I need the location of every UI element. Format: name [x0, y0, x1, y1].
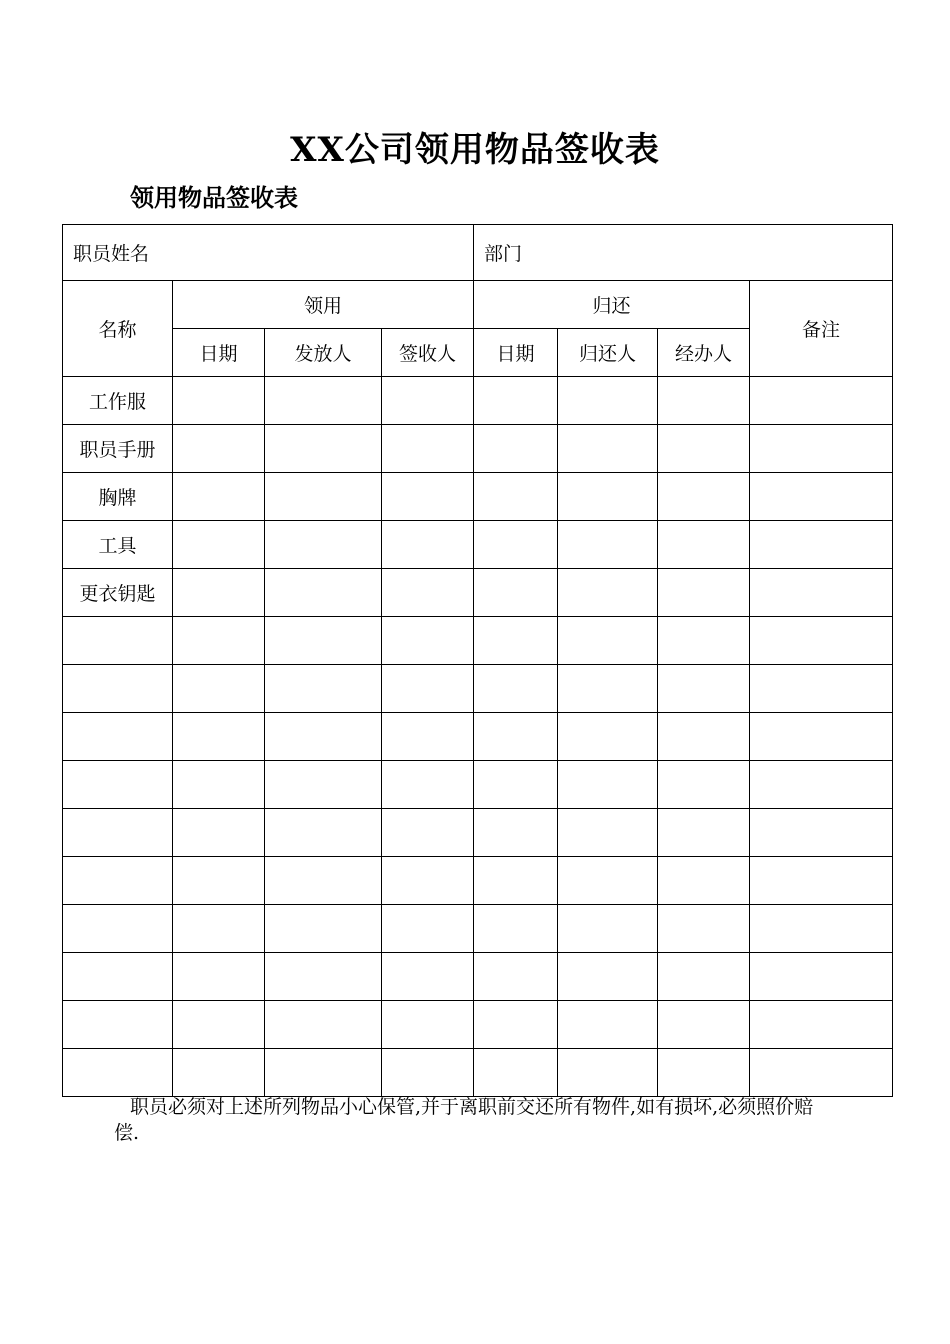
receive-date-cell[interactable]: [173, 905, 265, 953]
handler-cell[interactable]: [658, 761, 750, 809]
table-row: [63, 905, 893, 953]
table-row: [63, 473, 893, 521]
header-receive-date: 日期: [173, 329, 265, 377]
issuer-cell[interactable]: [265, 617, 382, 665]
item-name-cell: [63, 857, 173, 905]
returner-cell[interactable]: [558, 713, 658, 761]
return-date-cell[interactable]: [474, 857, 558, 905]
return-date-cell[interactable]: [474, 521, 558, 569]
returner-cell[interactable]: [558, 953, 658, 1001]
return-date-cell[interactable]: [474, 377, 558, 425]
receive-date-cell[interactable]: [173, 473, 265, 521]
remarks-cell[interactable]: [750, 569, 893, 617]
remarks-cell[interactable]: [750, 617, 893, 665]
item-rows: [63, 377, 893, 1097]
issuer-cell[interactable]: [265, 473, 382, 521]
header-return-group: 归还: [474, 281, 750, 329]
return-date-cell[interactable]: [474, 1049, 558, 1097]
employee-name-label: 职员姓名: [73, 243, 150, 265]
return-date-cell[interactable]: [474, 1001, 558, 1049]
returner-cell[interactable]: [558, 377, 658, 425]
handler-cell[interactable]: [658, 665, 750, 713]
remarks-cell[interactable]: [750, 473, 893, 521]
returner-cell[interactable]: [558, 425, 658, 473]
table-row: [63, 377, 893, 425]
header-receive-group: 领用: [173, 281, 474, 329]
handler-cell[interactable]: [658, 377, 750, 425]
return-date-cell[interactable]: [474, 569, 558, 617]
issuer-cell[interactable]: [265, 713, 382, 761]
signer-cell[interactable]: [382, 857, 474, 905]
header-signer: 签收人: [382, 329, 474, 377]
item-name-cell: [63, 809, 173, 857]
item-name-cell: 工作服: [63, 377, 173, 425]
table-row: [63, 1049, 893, 1097]
receive-date-cell[interactable]: [173, 665, 265, 713]
return-date-cell[interactable]: [474, 665, 558, 713]
signer-cell[interactable]: [382, 1001, 474, 1049]
receive-date-cell[interactable]: [173, 377, 265, 425]
handler-cell[interactable]: [658, 857, 750, 905]
return-date-cell[interactable]: [474, 953, 558, 1001]
issuer-cell[interactable]: [265, 377, 382, 425]
signer-cell[interactable]: [382, 569, 474, 617]
issuer-cell[interactable]: [265, 425, 382, 473]
remarks-cell[interactable]: [750, 953, 893, 1001]
returner-cell[interactable]: [558, 521, 658, 569]
page-title: XX公司领用物品签收表: [290, 130, 660, 170]
returner-cell[interactable]: [558, 617, 658, 665]
issuer-cell[interactable]: [265, 1001, 382, 1049]
item-name-cell: [63, 761, 173, 809]
remarks-cell[interactable]: [750, 1049, 893, 1097]
handler-cell[interactable]: [658, 521, 750, 569]
handler-cell[interactable]: [658, 809, 750, 857]
return-date-cell[interactable]: [474, 905, 558, 953]
returner-cell[interactable]: [558, 473, 658, 521]
table-row: [63, 713, 893, 761]
item-name-cell: [63, 665, 173, 713]
receive-date-cell[interactable]: [173, 617, 265, 665]
header-remarks: 备注: [750, 281, 893, 377]
receive-date-cell[interactable]: [173, 761, 265, 809]
item-name-cell: [63, 1049, 173, 1097]
issuer-cell[interactable]: [265, 857, 382, 905]
receive-date-cell[interactable]: [173, 713, 265, 761]
receive-date-cell[interactable]: [173, 857, 265, 905]
handler-cell[interactable]: [658, 569, 750, 617]
table-row: [63, 569, 893, 617]
table-row: [63, 953, 893, 1001]
issuer-cell[interactable]: [265, 809, 382, 857]
signer-cell[interactable]: [382, 521, 474, 569]
header-returner: 归还人: [558, 329, 658, 377]
form-subtitle: 领用物品签收表: [130, 184, 298, 212]
signer-cell[interactable]: [382, 905, 474, 953]
item-name-cell: [63, 953, 173, 1001]
remarks-cell[interactable]: [750, 665, 893, 713]
issuer-cell[interactable]: [265, 521, 382, 569]
return-date-cell[interactable]: [474, 809, 558, 857]
return-date-cell[interactable]: [474, 713, 558, 761]
handler-cell[interactable]: [658, 473, 750, 521]
table-row: [63, 425, 893, 473]
return-date-cell[interactable]: [474, 473, 558, 521]
issuer-cell[interactable]: [265, 953, 382, 1001]
issuer-cell[interactable]: [265, 761, 382, 809]
remarks-cell[interactable]: [750, 857, 893, 905]
issuer-cell[interactable]: [265, 665, 382, 713]
table-row: [63, 857, 893, 905]
returner-cell[interactable]: [558, 1049, 658, 1097]
item-name-cell: 工具: [63, 521, 173, 569]
table-row: [63, 1001, 893, 1049]
receipt-form-table: [62, 224, 893, 1097]
header-row-group: [63, 281, 893, 329]
handler-cell[interactable]: [658, 713, 750, 761]
table-row: [63, 761, 893, 809]
receive-date-cell[interactable]: [173, 521, 265, 569]
remarks-cell[interactable]: [750, 377, 893, 425]
issuer-cell[interactable]: [265, 905, 382, 953]
issuer-cell[interactable]: [265, 569, 382, 617]
table-row: [63, 809, 893, 857]
receive-date-cell[interactable]: [173, 953, 265, 1001]
return-date-cell[interactable]: [474, 425, 558, 473]
header-handler: 经办人: [658, 329, 750, 377]
remarks-cell[interactable]: [750, 809, 893, 857]
item-name-cell: [63, 713, 173, 761]
department-label: 部门: [484, 243, 523, 265]
table-row: [63, 617, 893, 665]
returner-cell[interactable]: [558, 1001, 658, 1049]
remarks-cell[interactable]: [750, 761, 893, 809]
signer-cell[interactable]: [382, 809, 474, 857]
returner-cell[interactable]: [558, 761, 658, 809]
issuer-cell[interactable]: [265, 1049, 382, 1097]
signer-cell[interactable]: [382, 953, 474, 1001]
table-row: [63, 665, 893, 713]
header-return-date: 日期: [474, 329, 558, 377]
handler-cell[interactable]: [658, 425, 750, 473]
returner-cell[interactable]: [558, 809, 658, 857]
return-date-cell[interactable]: [474, 617, 558, 665]
header-issuer: 发放人: [265, 329, 382, 377]
handler-cell[interactable]: [658, 617, 750, 665]
receive-date-cell[interactable]: [173, 569, 265, 617]
item-name-cell: 更衣钥匙: [63, 569, 173, 617]
item-name-cell: 职员手册: [63, 425, 173, 473]
remarks-cell[interactable]: [750, 713, 893, 761]
receive-date-cell[interactable]: [173, 1001, 265, 1049]
signer-cell[interactable]: [382, 473, 474, 521]
item-name-cell: [63, 1001, 173, 1049]
signer-cell[interactable]: [382, 425, 474, 473]
item-name-cell: [63, 617, 173, 665]
employee-name-cell[interactable]: [63, 225, 474, 281]
handler-cell[interactable]: [658, 1001, 750, 1049]
remarks-cell[interactable]: [750, 905, 893, 953]
handler-cell[interactable]: [658, 905, 750, 953]
signer-cell[interactable]: [382, 713, 474, 761]
department-cell[interactable]: [474, 225, 893, 281]
remarks-cell[interactable]: [750, 1001, 893, 1049]
returner-cell[interactable]: [558, 857, 658, 905]
returner-cell[interactable]: [558, 905, 658, 953]
signer-cell[interactable]: [382, 761, 474, 809]
remarks-cell[interactable]: [750, 425, 893, 473]
receive-date-cell[interactable]: [173, 809, 265, 857]
item-name-cell: 胸牌: [63, 473, 173, 521]
returner-cell[interactable]: [558, 569, 658, 617]
table-row: [63, 521, 893, 569]
signer-cell[interactable]: [382, 665, 474, 713]
handler-cell[interactable]: [658, 1049, 750, 1097]
signer-cell[interactable]: [382, 377, 474, 425]
returner-cell[interactable]: [558, 665, 658, 713]
receive-date-cell[interactable]: [173, 425, 265, 473]
handler-cell[interactable]: [658, 953, 750, 1001]
footer-note: 职员必须对上述所列物品小心保管,并于离职前交还所有物件,如有损坏,必须照价赔偿.: [114, 1096, 814, 1144]
signer-cell[interactable]: [382, 617, 474, 665]
receive-date-cell[interactable]: [173, 1049, 265, 1097]
return-date-cell[interactable]: [474, 761, 558, 809]
signer-cell[interactable]: [382, 1049, 474, 1097]
employee-info-row: [63, 225, 893, 281]
item-name-cell: [63, 905, 173, 953]
remarks-cell[interactable]: [750, 521, 893, 569]
header-name: 名称: [63, 281, 173, 377]
